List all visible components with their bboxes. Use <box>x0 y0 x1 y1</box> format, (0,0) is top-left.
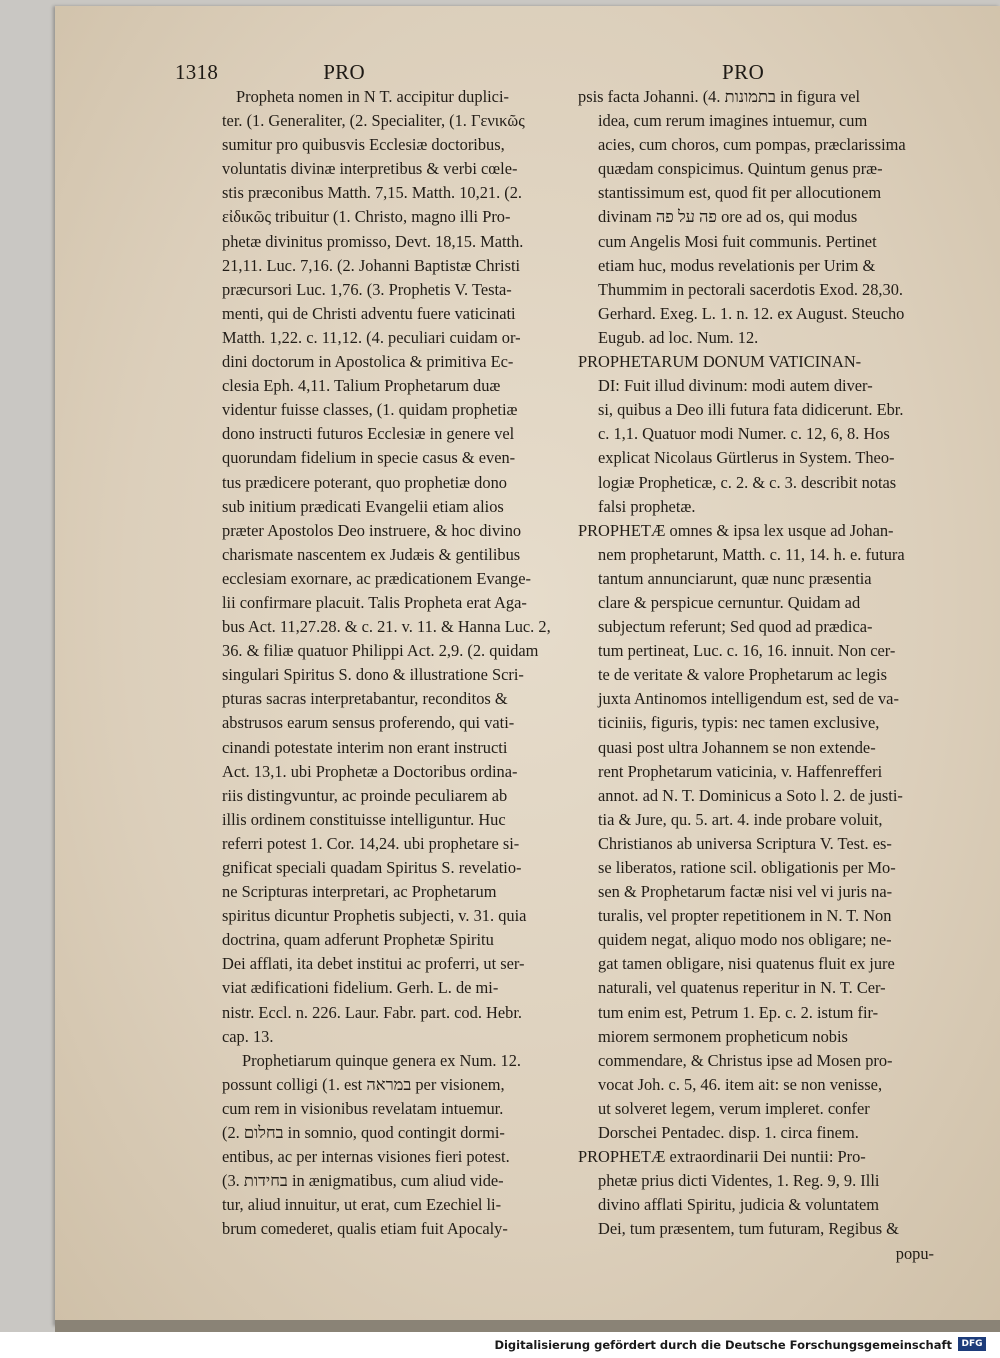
text-line: gat tamen obligare, nisi quatenus fluit ex jure <box>598 954 895 974</box>
text-line: Dei, tum præsentem, tum futuram, Regibus & <box>598 1219 899 1239</box>
text-line: tia & Jure, qu. 5. art. 4. inde probare voluit, <box>598 809 883 829</box>
text-line: annot. ad N. T. Dominicus a Soto l. 2. de justi- <box>598 785 903 805</box>
text-line: PROPHETÆ extraordinarii Dei nuntii: Pro- <box>578 1147 866 1167</box>
text-line: præter Apostolos Deo instruere, & hoc divino <box>222 520 522 540</box>
text-line: psis facta Johanni. (4. בתמונות in figura vel <box>578 87 861 106</box>
text-line: illis ordinem constituisse intelliguntur. Huc <box>222 809 506 829</box>
text-line: videntur fuisse classes, (1. quidam prophetiæ <box>222 400 518 420</box>
text-line: Prophetiarum quinque genera ex Num. 12. <box>242 1050 522 1070</box>
text-line: idea, cum rerum imagines intuemur, cum <box>598 111 868 131</box>
text-line: stantissimum est, quod fit per allocutionem <box>598 183 882 203</box>
text-line: præcursori Luc. 1,76. (3. Prophetis V. Testa- <box>222 279 512 299</box>
text-line: quorundam fidelium in specie casus & even- <box>222 448 516 468</box>
text-line: Thummim in pectorali sacerdotis Exod. 28,30. <box>598 279 903 299</box>
text-line: phetæ divinitus promisso, Devt. 18,15. Matth. <box>222 231 524 251</box>
text-line: clare & perspicue cernuntur. Quidam ad <box>598 592 861 612</box>
text-line: 36. & filiæ quatuor Philippi Act. 2,9. (2. quidam <box>222 641 539 661</box>
text-line: ne Scripturas interpretari, ac Prophetarum <box>222 882 497 902</box>
text-line: clesia Eph. 4,11. Talium Prophetarum duæ <box>222 376 501 396</box>
text-line: divino afflati Spiritu, judicia & voluntatem <box>598 1195 880 1215</box>
text-line: acies, cum choros, cum pompas, præclarissima <box>598 135 906 155</box>
text-line: Dorschei Pentadec. disp. 1. circa finem. <box>598 1123 859 1143</box>
text-line: ter. (1. Generaliter, (2. Specialiter, (1. Γενικῶς <box>222 111 525 131</box>
text-line: charismate nascentem ex Judæis & gentilibus <box>222 544 521 564</box>
text-line: sen & Prophetarum factæ nisi vel vi juris na- <box>598 882 893 902</box>
text-line: dini doctorum in Apostolica & primitiva Ec- <box>222 352 514 372</box>
page-number: 1318 <box>175 60 219 84</box>
text-line: quædam conspicimus. Quintum genus præ- <box>598 159 883 179</box>
text-line: turalis, vel propter repetitionem in N. T. Non <box>598 906 892 926</box>
text-line: se liberatos, ratione scil. obligationis per Mo- <box>598 858 896 877</box>
text-line: naturali, vel quatenus reperitur in N. T. Cer- <box>598 978 886 998</box>
text-line: possunt colligi (1. est במראה per visionem, <box>222 1074 505 1094</box>
text-line: doctrina, quam adferunt Prophetæ Spiritu <box>222 930 494 950</box>
text-line: tantum annunciarunt, quæ nunc præsentia <box>598 568 872 588</box>
text-line: PROPHETARUM DONUM VATICINAN- <box>578 352 862 372</box>
text-line: brum comederet, qualis etiam fuit Apocaly- <box>222 1219 508 1239</box>
text-line: Eugub. ad loc. Num. 12. <box>598 327 759 347</box>
text-line: menti, qui de Christi adventu fuere vaticinati <box>222 303 516 323</box>
text-line: ecclesiam exornare, ac prædicationem Evange- <box>222 568 531 588</box>
text-line: te de veritate & valore Prophetarum ac legis <box>598 665 887 685</box>
text-line: logiæ Propheticæ, c. 2. & c. 3. describit notas <box>598 472 897 492</box>
text-line: cum rem in visionibus revelatam intuemur. <box>222 1098 504 1118</box>
running-header-right: PRO <box>722 60 765 84</box>
dfg-logo: DFG <box>958 1337 986 1351</box>
text-line: falsi prophetæ. <box>598 496 696 516</box>
text-line: cap. 13. <box>222 1026 274 1046</box>
text-line: subjectum referunt; Sed quod ad prædica- <box>598 617 873 637</box>
text-line: etiam huc, modus revelationis per Urim & <box>598 255 876 275</box>
text-line: referri potest 1. Cor. 14,24. ubi prophetare si- <box>222 833 520 853</box>
text-line: vocat Joh. c. 5, 46. item ait: se non venisse, <box>598 1074 883 1094</box>
text-line: explicat Nicolaus Gürtlerus in System. Theo- <box>598 448 895 468</box>
text-line: Matth. 1,22. c. 11,12. (4. peculiari cuidam or- <box>222 327 521 347</box>
text-line: rent Prophetarum vaticinia, v. Haffenrefferi <box>598 761 883 781</box>
text-line: Act. 13,1. ubi Prophetæ a Doctoribus ordina- <box>222 761 518 781</box>
text-line: dono instructi futuros Ecclesiæ in genere vel <box>222 424 515 444</box>
text-line: divinam פה על פה ore ad os, qui modus <box>598 207 858 227</box>
header-word-left: PRO <box>323 60 365 84</box>
left-text-column <box>222 85 568 1242</box>
text-line: bus Act. 11,27.28. & c. 21. v. 11. & Hanna Luc. 2, <box>222 617 551 637</box>
text-line: quasi post ultra Johannem se non extende- <box>598 737 876 757</box>
text-line: quidem negat, aliquo modo nos obligare; ne- <box>598 930 892 950</box>
text-line: spiritus dicuntur Prophetis subjecti, v. 31. quia <box>222 906 527 926</box>
text-line: nem prophetarunt, Matth. c. 11, 14. h. e. futura <box>598 544 905 564</box>
text-line: 21,11. Luc. 7,16. (2. Johanni Baptistæ Christi <box>222 255 521 275</box>
text-line: riis distingvuntur, ac proinde peculiarem ab <box>222 785 508 805</box>
text-line: phetæ prius dicti Videntes, 1. Reg. 9, 9. Illi <box>598 1171 880 1191</box>
text-line: juxta Antinomos intelligendum est, sed de va- <box>598 689 899 709</box>
text-line: tus prædicere poterant, quo prophetiæ dono <box>222 472 507 492</box>
text-line: nistr. Eccl. n. 226. Laur. Fabr. part. cod. Hebr. <box>222 1002 522 1022</box>
text-line: tur, aliud innuitur, ut erat, cum Ezechiel li- <box>222 1195 502 1215</box>
text-line: Dei afflati, ita debet institui ac proferri, ut ser- <box>222 954 525 974</box>
text-line: gnificat speciali quadam Spiritus S. revelatio- <box>222 858 522 877</box>
funding-credit: Digitalisierung gefördert durch die Deutsche Forschungsgemeinschaft <box>494 1338 952 1352</box>
text-line: PROPHETÆ omnes & ipsa lex usque ad Johan- <box>578 520 894 540</box>
text-line: Christianos ab universa Scriptura V. Test. es- <box>598 833 892 853</box>
text-line: voluntatis divinæ interpretibus & verbi cœle- <box>222 159 518 179</box>
text-line: ut solveret legem, verum impleret. confer <box>598 1098 870 1118</box>
running-header-left <box>175 60 365 85</box>
text-line: cinandi potestate interim non erant instructi <box>222 737 508 757</box>
text-line: Gerhard. Exeg. L. 1. n. 12. ex August. Steucho <box>598 303 905 323</box>
text-line: popu- <box>895 1243 934 1263</box>
text-line: lii confirmare placuit. Talis Propheta erat Aga- <box>222 592 527 612</box>
text-line: sumitur pro quibusvis Ecclesiæ doctoribus, <box>222 135 505 155</box>
text-line: c. 1,1. Quatuor modi Numer. c. 12, 6, 8. Hos <box>598 424 890 444</box>
text-line: (2. בחלום in somnio, quod contingit dormi- <box>222 1123 505 1143</box>
text-line: sub initium prædicati Evangelii etiam alios <box>222 496 504 516</box>
text-line: entibus, ac per internas visiones fieri potest. <box>222 1147 510 1167</box>
text-line: miorem sermonem propheticum nobis <box>598 1026 848 1046</box>
right-text-column <box>578 85 934 1266</box>
text-line: abstrusos earum sensus proferendo, qui vati- <box>222 713 515 733</box>
text-line: tum pertineat, Luc. c. 16, 16. innuit. Non cer- <box>598 641 896 661</box>
text-line: DI: Fuit illud divinum: modi autem diver- <box>598 376 873 396</box>
text-line: Propheta nomen in N T. accipitur duplici- <box>236 87 509 106</box>
text-line: cum Angelis Mosi fuit communis. Pertinet <box>598 231 877 251</box>
page-edge <box>55 1320 1000 1332</box>
text-line: (3. בחידות in ænigmatibus, cum aliud vide- <box>222 1171 504 1191</box>
text-line: si, quibus a Deo illi futura fata didicerunt. Ebr. <box>598 400 904 420</box>
text-line: ticiniis, figuris, typis: nec tamen exclusive, <box>598 713 880 733</box>
text-line: singulari Spiritus S. dono & illustratione Scri- <box>222 665 524 685</box>
text-line: pturas sacras interpretabantur, reconditos & <box>222 689 508 709</box>
text-line: εἰδικῶς tribuitur (1. Christo, magno illi Pro- <box>222 207 511 227</box>
text-line: tum enim est, Petrum 1. Ep. c. 2. istum fir- <box>598 1002 879 1022</box>
text-line: viat ædificationi fidelium. Gerh. L. de mi- <box>222 978 499 998</box>
text-line: stis præconibus Matth. 7,15. Matth. 10,21. (2. <box>222 183 523 203</box>
text-line: commendare, & Christus ipse ad Mosen pro- <box>598 1050 893 1070</box>
